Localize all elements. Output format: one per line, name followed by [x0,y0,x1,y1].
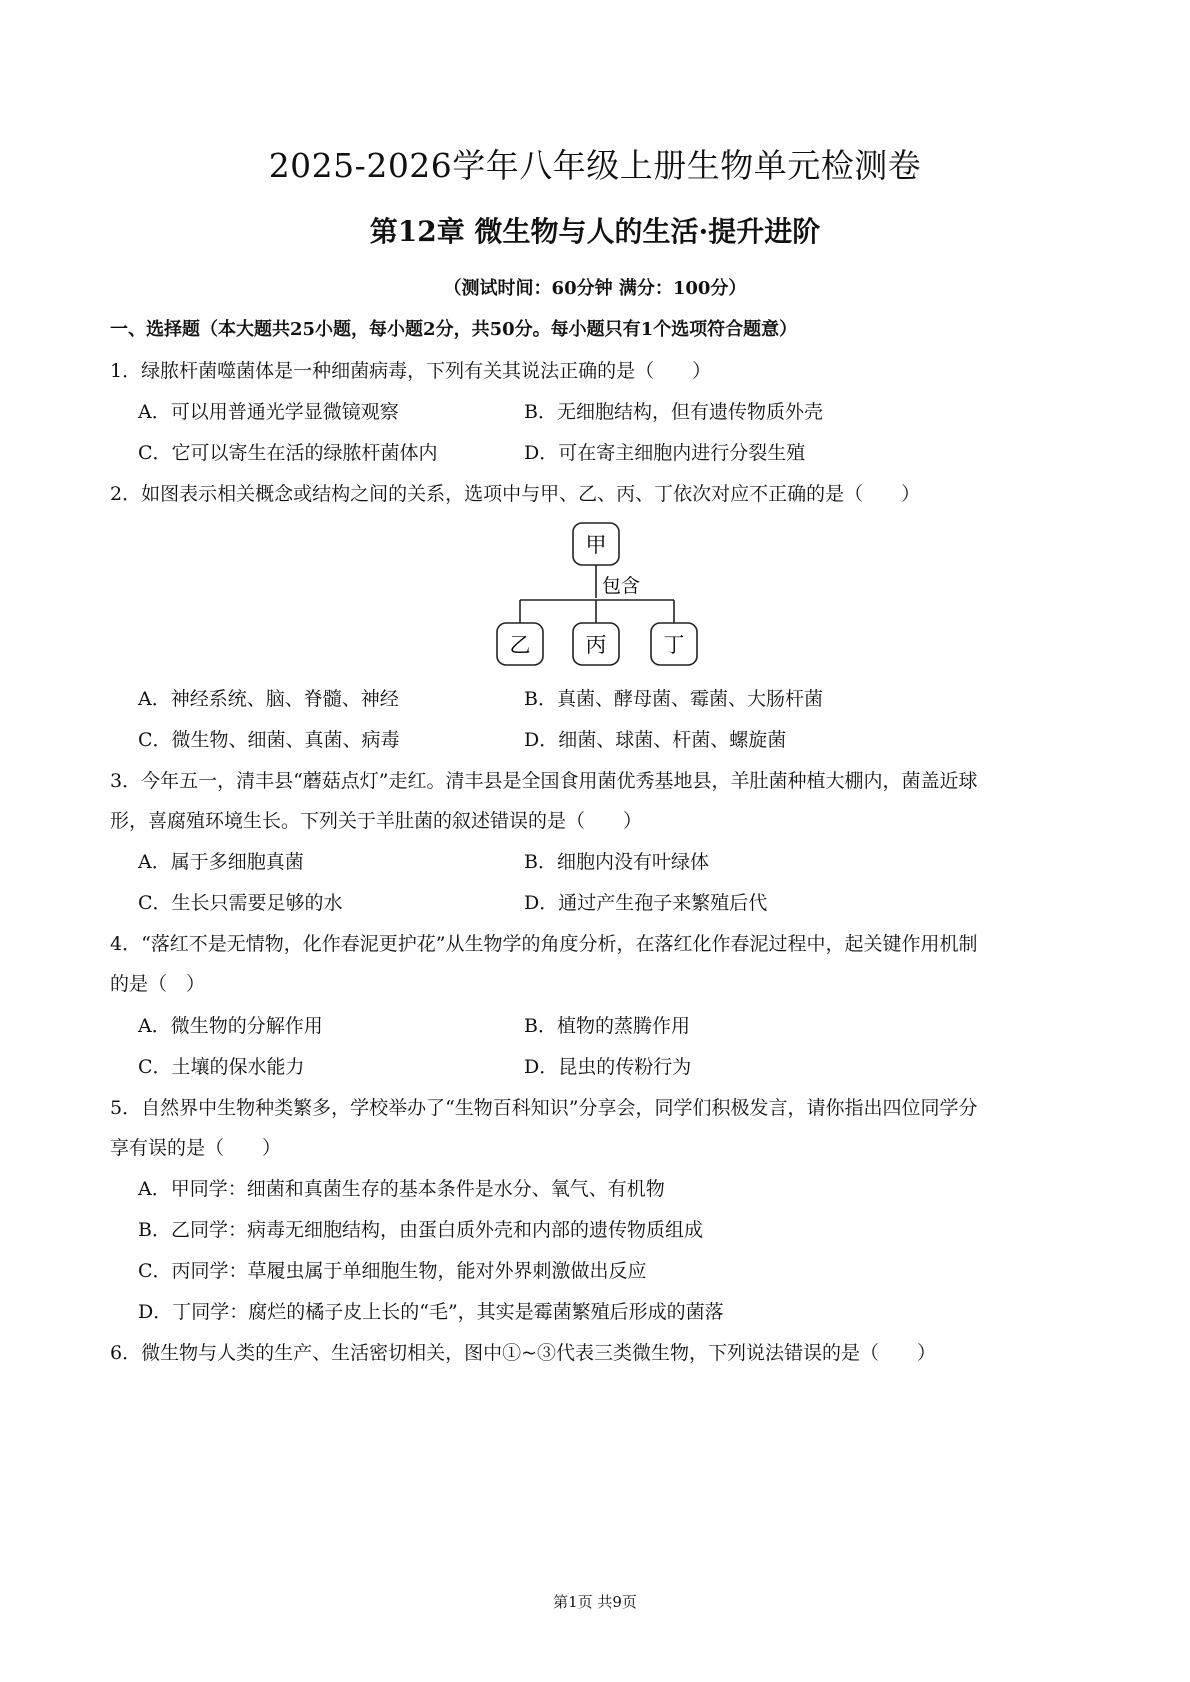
exam-meta: （测试时间：60分钟 满分：100分） [443,278,747,299]
diagram-relation-label: 包含 [602,575,641,597]
question-2-option-d: D．细菌、球菌、杆菌、螺旋菌 [524,729,787,751]
concept-diagram [480,520,710,670]
chapter-subtitle: 第12章 微生物与人的生活·提升进阶 [369,215,821,248]
question-1-option-b: B．无细胞结构，但有遗传物质外壳 [524,401,823,423]
question-2-option-a: A．神经系统、脑、脊髓、神经 [138,688,399,710]
question-2-stem: 2．如图表示相关概念或结构之间的关系，选项中与甲、乙、丙、丁依次对应不正确的是（ ） [110,483,921,505]
question-5-option-c: C．丙同学：草履虫属于单细胞生物，能对外界刺激做出反应 [138,1260,647,1282]
question-3-stem-line-2: 形，喜腐殖环境生长。下列关于羊肚菌的叙述错误的是（ ） [110,810,643,832]
diagram-box-top [573,523,619,565]
question-1-option-d: D．可在寄主细胞内进行分裂生殖 [524,442,806,464]
question-4-option-d: D．昆虫的传粉行为 [524,1056,692,1078]
diagram-label-child-2: 丙 [585,633,607,657]
question-3-option-a: A．属于多细胞真菌 [138,851,304,873]
question-4-stem-line-2: 的是（ ） [110,973,206,995]
question-4-stem-line-1: 4．“落红不是无情物，化作春泥更护花”从生物学的角度分析，在落红化作春泥过程中，起关键作用机制 [110,933,978,955]
question-5-option-b: B．乙同学：病毒无细胞结构，由蛋白质外壳和内部的遗传物质组成 [138,1219,703,1241]
diagram-label-top: 甲 [585,533,607,557]
question-6-stem: 6．微生物与人类的生产、生活密切相关，图中①~③代表三类微生物，下列说法错误的是（ ） [110,1342,937,1364]
question-5-option-a: A．甲同学：细菌和真菌生存的基本条件是水分、氧气、有机物 [138,1178,665,1200]
exam-title: 2025-2026学年八年级上册生物单元检测卷 [268,146,922,185]
question-3-stem-line-1: 3．今年五一，清丰县“蘑菇点灯”走红。清丰县是全国食用菌优秀基地县，羊肚菌种植大棚内，菌盖近球 [110,770,978,792]
question-4-option-a: A．微生物的分解作用 [138,1015,323,1037]
question-5-option-d: D．丁同学：腐烂的橘子皮上长的“毛”，其实是霉菌繁殖后形成的菌落 [138,1301,724,1323]
question-5-stem-line-2: 享有误的是（ ） [110,1137,282,1159]
question-1-stem: 1．绿脓杆菌噬菌体是一种细菌病毒，下列有关其说法正确的是（ ） [110,360,712,382]
diagram-box-child-1 [497,623,543,665]
page-footer: 第1页 共9页 [553,1593,637,1611]
question-1-option-a: A．可以用普通光学显微镜观察 [138,401,399,423]
diagram-box-child-2 [573,623,619,665]
question-1-option-c: C．它可以寄生在活的绿脓杆菌体内 [138,442,438,464]
question-3-option-c: C．生长只需要足够的水 [138,892,343,914]
question-4-option-b: B．植物的蒸腾作用 [524,1015,690,1037]
question-3-option-b: B．细胞内没有叶绿体 [524,851,709,873]
diagram-label-child-1: 乙 [509,633,531,657]
question-5-stem-line-1: 5．自然界中生物种类繁多，学校举办了“生物百科知识”分享会，同学们积极发言，请你指出四位同学分 [110,1097,978,1119]
question-2-option-b: B．真菌、酵母菌、霉菌、大肠杆菌 [524,688,823,710]
section-heading: 一、选择题（本大题共25小题，每小题2分，共50分。每小题只有1个选项符合题意） [110,319,798,340]
question-4-option-c: C．土壤的保水能力 [138,1056,305,1078]
diagram-label-child-3: 丁 [663,633,685,657]
question-2-option-c: C．微生物、细菌、真菌、病毒 [138,729,400,751]
diagram-box-child-3 [651,623,697,665]
question-3-option-d: D．通过产生孢子来繁殖后代 [524,892,768,914]
